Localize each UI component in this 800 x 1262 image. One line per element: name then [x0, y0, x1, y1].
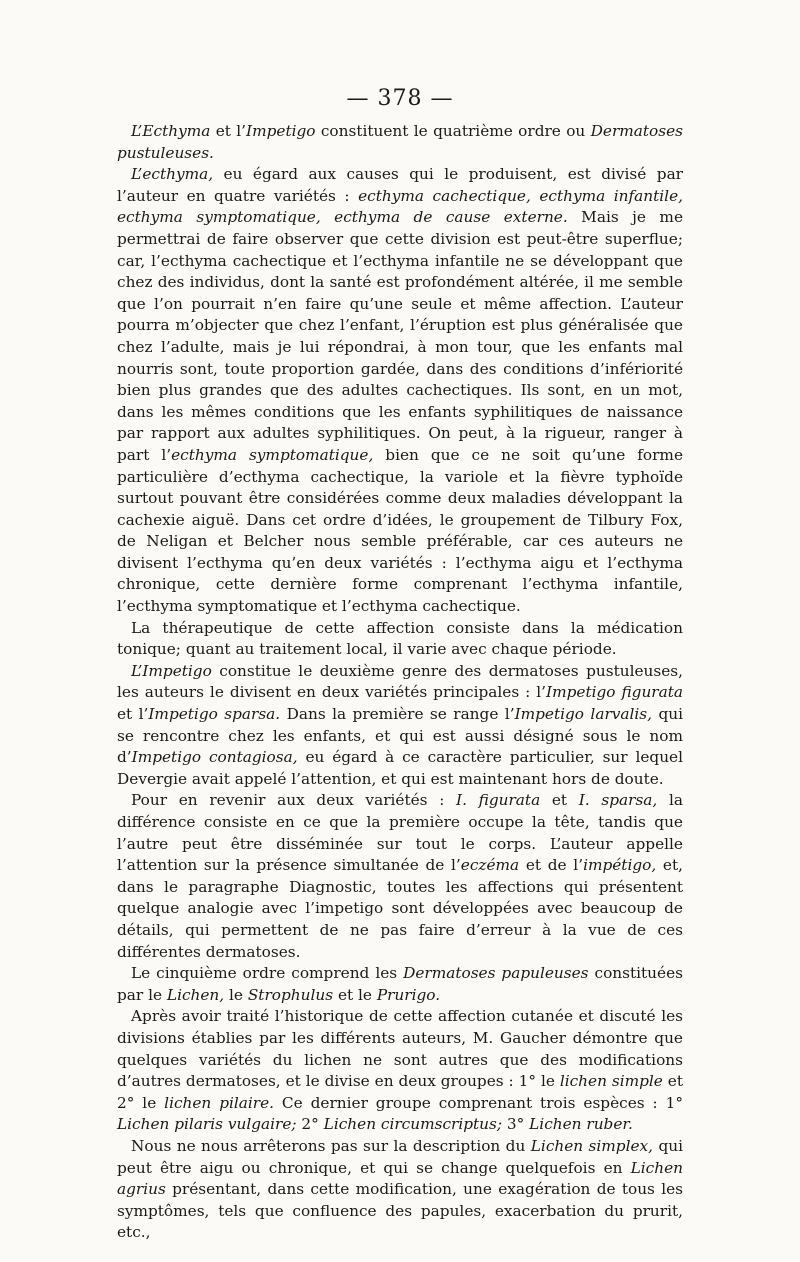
paragraph	[117, 164, 683, 617]
italic-text: impétigo,	[583, 856, 657, 875]
italic-text: I. sparsa,	[578, 791, 658, 810]
italic-text: lichen simple	[559, 1072, 663, 1091]
text-run: 2°	[296, 1115, 324, 1134]
text-run: constituent le quatrième ordre ou	[315, 122, 591, 140]
italic-text: Prurigo.	[376, 985, 441, 1004]
italic-text: Strophulus	[247, 985, 334, 1004]
paragraph	[117, 963, 683, 1006]
italic-text: L’Ecthyma	[131, 122, 211, 140]
text-run: qui peut être aigu ou chronique, et qui se change quelquefois en	[117, 1136, 684, 1177]
paragraph	[117, 618, 683, 661]
italic-text: Dermatoses papuleuses	[403, 964, 589, 983]
italic-text: Lichen pilaris vulgaire;	[117, 1115, 297, 1134]
italic-text: Impetigo sparsa.	[148, 705, 281, 724]
text-run: et le	[333, 985, 377, 1004]
italic-text: Lichen agrius	[117, 1158, 683, 1199]
text-run: et l’	[117, 705, 149, 724]
text-run: Dans la première se range l’	[280, 705, 515, 724]
italic-text: Dermatoses pustuleuses.	[117, 122, 684, 162]
italic-text: Lichen ruber.	[529, 1115, 633, 1134]
text-run: Nous ne nous arrêterons pas sur la description du	[131, 1136, 531, 1155]
text-run: qui se rencontre chez les enfants, et qui est aussi désigné sous le nom d’	[117, 705, 683, 767]
italic-text: Impetigo larvalis,	[514, 705, 653, 724]
text-run: La thérapeutique de cette affection consiste dans la médication tonique; quant au traitement local, il varie avec chaque période.	[117, 618, 683, 659]
text-run: Ce dernier groupe comprenant trois espèces : 1°	[274, 1093, 683, 1112]
text-run: Mais je me permettrai de faire observer que cette division est peut-être superflue; car, l’ecthyma cachectique et l’ecthyma infantile ne se développant que chez des individus, dont la santé est profondément altérée, il me semble que l’on pourrait n’en faire qu’une seule et même affection. L’auteur pourra m’objecter que chez l’enfant, l’éruption est plus généralisée que chez l’adulte, mais je lui répondrai, à mon tour, que les enfants mal nourris sont, toute proportion gardée, dans des conditions d’infériorité bien plus grandes que des adultes cachectiques. Ils sont, en un mot, dans les mêmes conditions que les enfants syphilitiques de naissance par rapport aux adultes syphilitiques. On peut, à la rigueur, ranger à part l’	[117, 208, 683, 464]
italic-text: L’Impetigo	[131, 661, 212, 680]
paragraph	[117, 121, 683, 164]
italic-text: ecthyma cachectique, ecthyma infantile, ecthyma symptomatique, ecthyma de cause externe.	[117, 186, 683, 227]
text-run: Le cinquième ordre comprend les	[131, 964, 404, 983]
text-run: constituées par le	[117, 964, 683, 1004]
text-run: eu égard aux causes qui le produisent, est divisé par l’auteur en quatre variétés :	[117, 165, 683, 205]
text-run: constitue le deuxième genre des dermatoses pustuleuses, les auteurs le divisent en deux variétés principales : l’	[117, 661, 683, 702]
text-run: eu égard à ce caractère particulier, sur lequel Devergie avait appelé l’attention, et qui est maintenant hors de doute.	[117, 748, 683, 788]
page-number: — 378 —	[346, 86, 454, 111]
italic-text: eczéma	[460, 856, 520, 875]
italic-text: Impetigo contagiosa,	[131, 748, 298, 767]
text-run: bien que ce ne soit qu’une forme particulière d’ecthyma cachectique, la variole et la fièvre typhoïde surtout pouvant être considérées comme deux maladies développant la cachexie aiguë. Dans cet ordre d’idées, le groupement de Tilbury Fox, de Neligan et Belcher nous semble préférable, car ces auteurs ne divisent l’ecthyma qu’en deux variétés : l’ecthyma aigu et l’ecthyma chronique, cette dernière forme comprenant l’ecthyma infantile, l’ecthyma symptomatique et l’ecthyma cachectique.	[117, 445, 683, 616]
text-run: 3°	[502, 1115, 530, 1134]
text-run: présentant, dans cette modification, une exagération de tous les symptômes, tels que confluence des papules, exacerbation du prurit, etc.,	[117, 1180, 683, 1242]
body-text	[117, 121, 683, 1244]
paragraph	[117, 1006, 683, 1136]
text-run: le	[224, 985, 248, 1004]
text-run: et 2° le	[117, 1072, 683, 1112]
italic-text: Impetigo figurata	[546, 683, 684, 702]
text-run: et de l’	[519, 856, 584, 875]
italic-text: I. figurata	[456, 791, 541, 810]
text-run: et	[540, 791, 579, 810]
italic-text: Impetigo	[246, 122, 316, 140]
italic-text: lichen pilaire.	[164, 1093, 275, 1112]
paragraph	[117, 661, 683, 791]
text-run: Après avoir traité l’historique de cette affection cutanée et discuté les divisions établies par les différents auteurs, M. Gaucher démontre que quelques variétés du lichen ne sont autres que des modifications d’autres dermatoses, et le divise en deux groupes : 1° le	[117, 1007, 683, 1091]
italic-text: ecthyma symptomatique,	[171, 445, 374, 464]
paragraph	[117, 790, 683, 963]
italic-text: L’ecthyma,	[131, 165, 214, 184]
text-run: et l’	[210, 122, 247, 140]
italic-text: Lichen circumscriptus;	[323, 1115, 503, 1134]
paragraph	[117, 1136, 683, 1244]
text-run: et, dans le paragraphe Diagnostic, toutes les affections qui présentent quelque analogie avec l’impetigo sont développées avec beaucoup de détails, qui permettent de ne pas faire d’erreur à la vue de ces différentes dermatoses.	[117, 856, 683, 961]
italic-text: Lichen simplex,	[530, 1136, 654, 1155]
text-run: la différence consiste en ce que la première occupe la tête, tandis que l’autre peut être disséminée sur tout le corps. L’auteur appelle l’attention sur la présence simultanée de l’	[117, 791, 683, 875]
italic-text: Lichen,	[166, 985, 225, 1004]
text-run: Pour en revenir aux deux variétés :	[131, 791, 457, 810]
